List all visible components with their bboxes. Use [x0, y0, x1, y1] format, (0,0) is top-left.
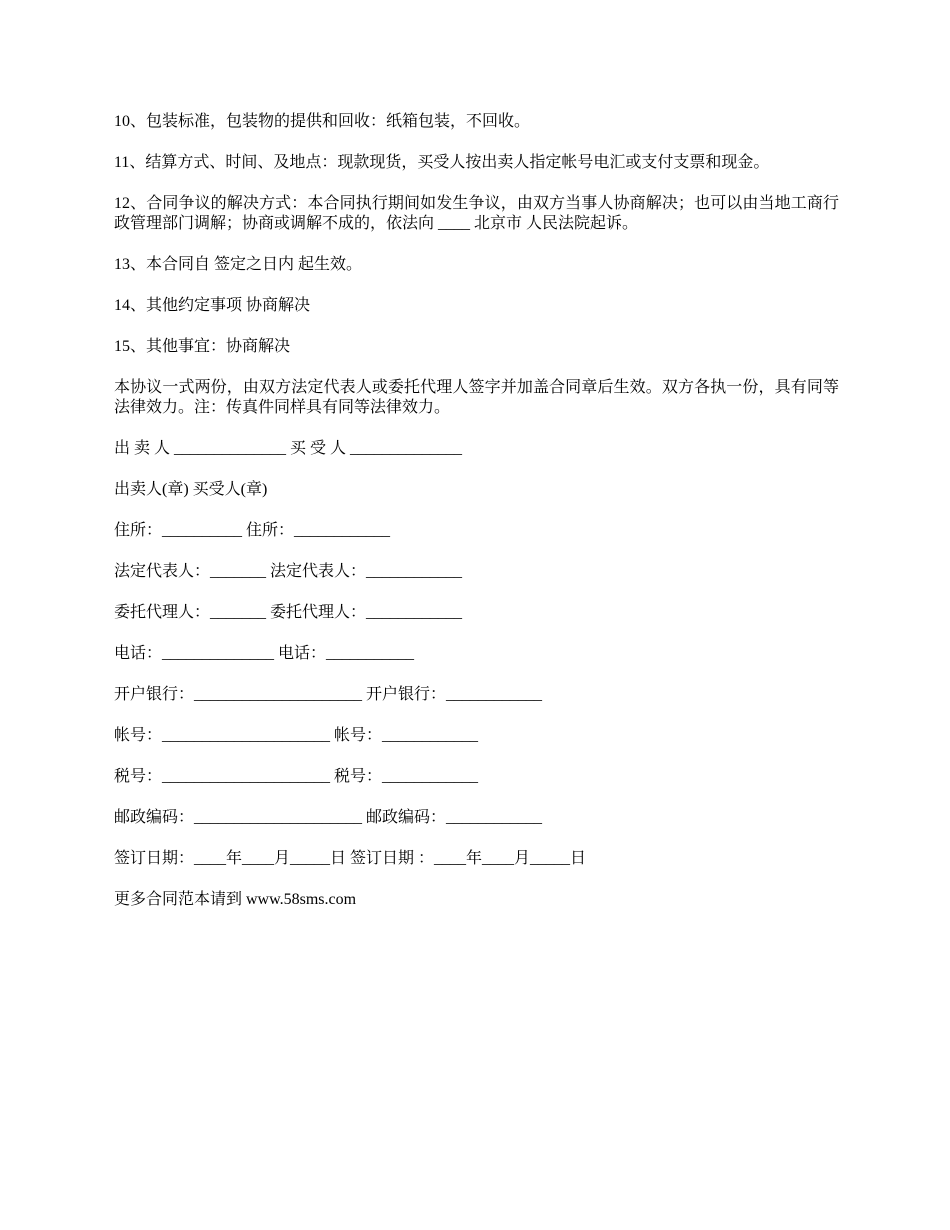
signature-seals: 出卖人(章) 买受人(章)	[114, 481, 268, 498]
signature-account-number: 帐号：_____________________ 帐号：____________	[114, 727, 479, 744]
signature-seller-buyer: 出 卖 人 ______________ 买 受 人 ______________	[114, 440, 463, 457]
signature-postal-code: 邮政编码：_____________________ 邮政编码：____________	[114, 809, 543, 826]
signature-phone: 电话：______________ 电话：___________	[114, 645, 415, 662]
footer-more-templates: 更多合同范本请到 www.58sms.com	[114, 891, 357, 908]
signature-legal-representative: 法定代表人：_______ 法定代表人：____________	[114, 563, 463, 580]
clause-15-other-matters: 15、其他事宜：协商解决	[114, 338, 291, 355]
signature-authorized-agent: 委托代理人：_______ 委托代理人：____________	[114, 604, 463, 621]
clause-10-packaging: 10、包装标准，包装物的提供和回收：纸箱包装，不回收。	[114, 113, 531, 130]
signature-tax-number: 税号：_____________________ 税号：____________	[114, 768, 479, 785]
signature-address: 住所：__________ 住所：____________	[114, 522, 391, 539]
agreement-copies-statement: 本协议一式两份，由双方法定代表人或委托代理人签字并加盖合同章后生效。双方各执一份，具有同等法律效力。注：传真件同样具有同等法律效力。	[114, 379, 839, 416]
signature-date: 签订日期：____年____月_____日 签订日期 ：____年____月_____日	[114, 850, 587, 867]
document-page	[114, 112, 839, 931]
clause-11-settlement: 11、结算方式、时间、及地点：现款现货，买受人按出卖人指定帐号电汇或支付支票和现金。	[114, 154, 770, 171]
clause-14-other-agreements: 14、其他约定事项 协商解决	[114, 297, 311, 314]
clause-13-effective-date: 13、本合同自 签定之日内 起生效。	[114, 256, 363, 273]
signature-bank: 开户银行：_____________________ 开户银行：____________	[114, 686, 543, 703]
clause-12-dispute-resolution: 12、合同争议的解决方式：本合同执行期间如发生争议，由双方当事人协商解决；也可以由当地工商行政管理部门调解；协商或调解不成的，依法向 ____ 北京市 人民法院起诉。	[114, 195, 839, 232]
